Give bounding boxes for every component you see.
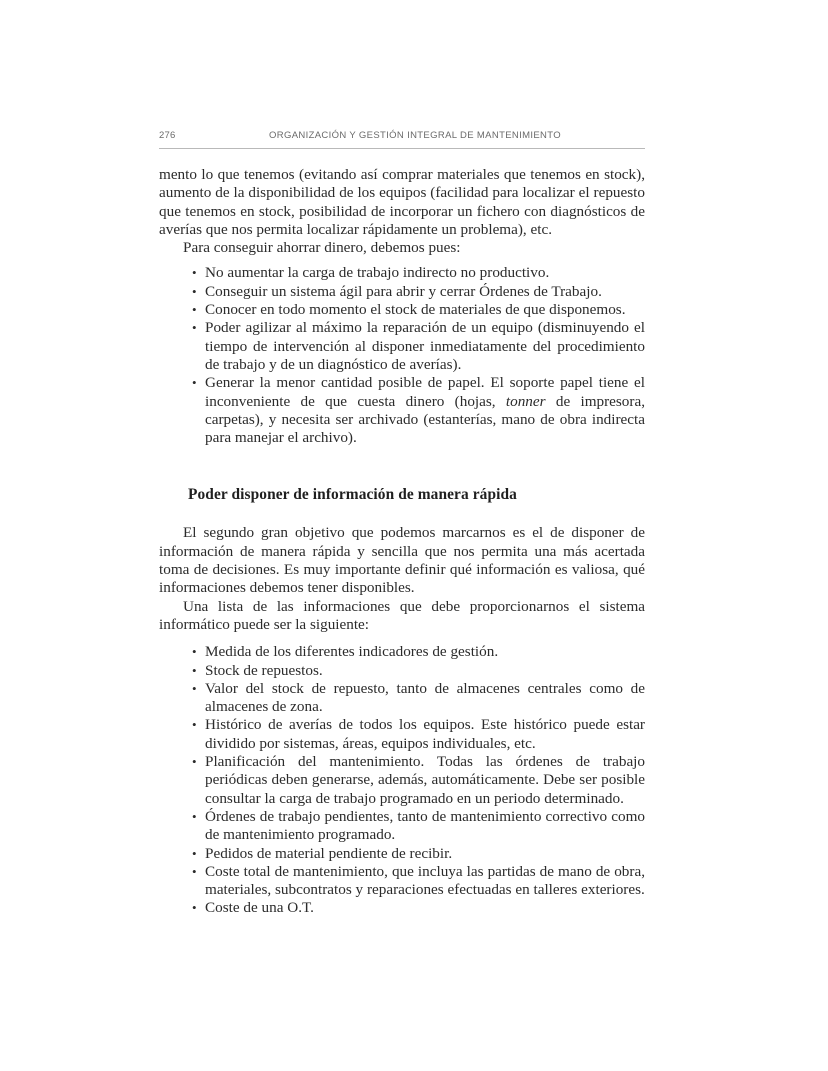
list-item: • Conseguir un sistema ágil para abrir y cerrar Órdenes de Trabajo. (159, 283, 645, 301)
list-item-text-before-italic: Generar la menor cantidad posible de papel. El soporte papel tiene el inconveniente de que cuesta dinero (hojas, (205, 374, 645, 410)
list-item: • No aumentar la carga de trabajo indirecto no productivo. (159, 264, 645, 282)
list-item: • Valor del stock de repuesto, tanto de almacenes centrales como de almacenes de zona. (159, 680, 645, 717)
list-item: • Conocer en todo momento el stock de materiales de que disponemos. (159, 301, 645, 319)
bullet-list-information (159, 643, 645, 917)
bullet-list-savings (159, 264, 645, 447)
list-item: • Pedidos de material pendiente de recibir. (159, 845, 645, 863)
running-title: ORGANIZACIÓN Y GESTIÓN INTEGRAL DE MANTENIMIENTO (269, 130, 561, 141)
paragraph-intro-list-1: Para conseguir ahorrar dinero, debemos pues: (183, 239, 461, 257)
paragraph-objective: El segundo gran objetivo que podemos marcarnos es el de disponer de información de manera rápida y sencilla que nos permita una más acertada toma de decisiones. Es muy importante definir qué información es valiosa, qué informaciones debemos tener disponibles. (159, 524, 645, 597)
list-item: • Coste total de mantenimiento, que incluya las partidas de mano de obra, materiales, subcontratos y reparaciones efectuadas en talleres exteriores. (159, 863, 645, 900)
running-head (159, 130, 645, 144)
list-item: • Planificación del mantenimiento. Todas las órdenes de trabajo periódicas deben generarse, además, automáticamente. Debe ser posible consultar la carga de trabajo programado en un periodo determinado. (159, 753, 645, 808)
list-item: • Histórico de averías de todos los equipos. Este histórico puede estar dividido por sistemas, áreas, equipos individuales, etc. (159, 716, 645, 753)
text-column (159, 166, 645, 918)
header-rule (159, 148, 645, 149)
paragraph-continuation: mento lo que tenemos (evitando así comprar materiales que tenemos en stock), aumento de la disponibilidad de los equipos (facilidad para localizar el repuesto que tenemos en stock, posibilidad de incorporar un fichero con diagnósticos de averías que nos permita localizar rápidamente un problema), etc. (159, 166, 645, 238)
paragraph-intro-list-2: Una lista de las informaciones que debe proporcionarnos el sistema informático puede ser la siguiente: (159, 597, 645, 633)
list-item: • Órdenes de trabajo pendientes, tanto de mantenimiento correctivo como de mantenimiento programado. (159, 808, 645, 845)
list-item: • Stock de repuestos. (159, 662, 645, 680)
list-item (159, 374, 645, 447)
list-item: • Poder agilizar al máximo la reparación de un equipo (disminuyendo el tiempo de intervención al disponer inmediatamente del procedimiento de trabajo y de un diagnóstico de averías). (159, 319, 645, 374)
list-item: • Medida de los diferentes indicadores de gestión. (159, 643, 645, 661)
section-heading: Poder disponer de información de manera rápida (188, 486, 517, 504)
list-item-text-after-italic: de impresora, carpetas), y necesita ser archivado (estanterías, mano de obra indirecta para manejar el archivo). (205, 392, 645, 447)
page-number: 276 (159, 130, 176, 141)
list-item: • Coste de una O.T. (159, 899, 645, 917)
list-item-italic-term: tonner (505, 392, 546, 410)
